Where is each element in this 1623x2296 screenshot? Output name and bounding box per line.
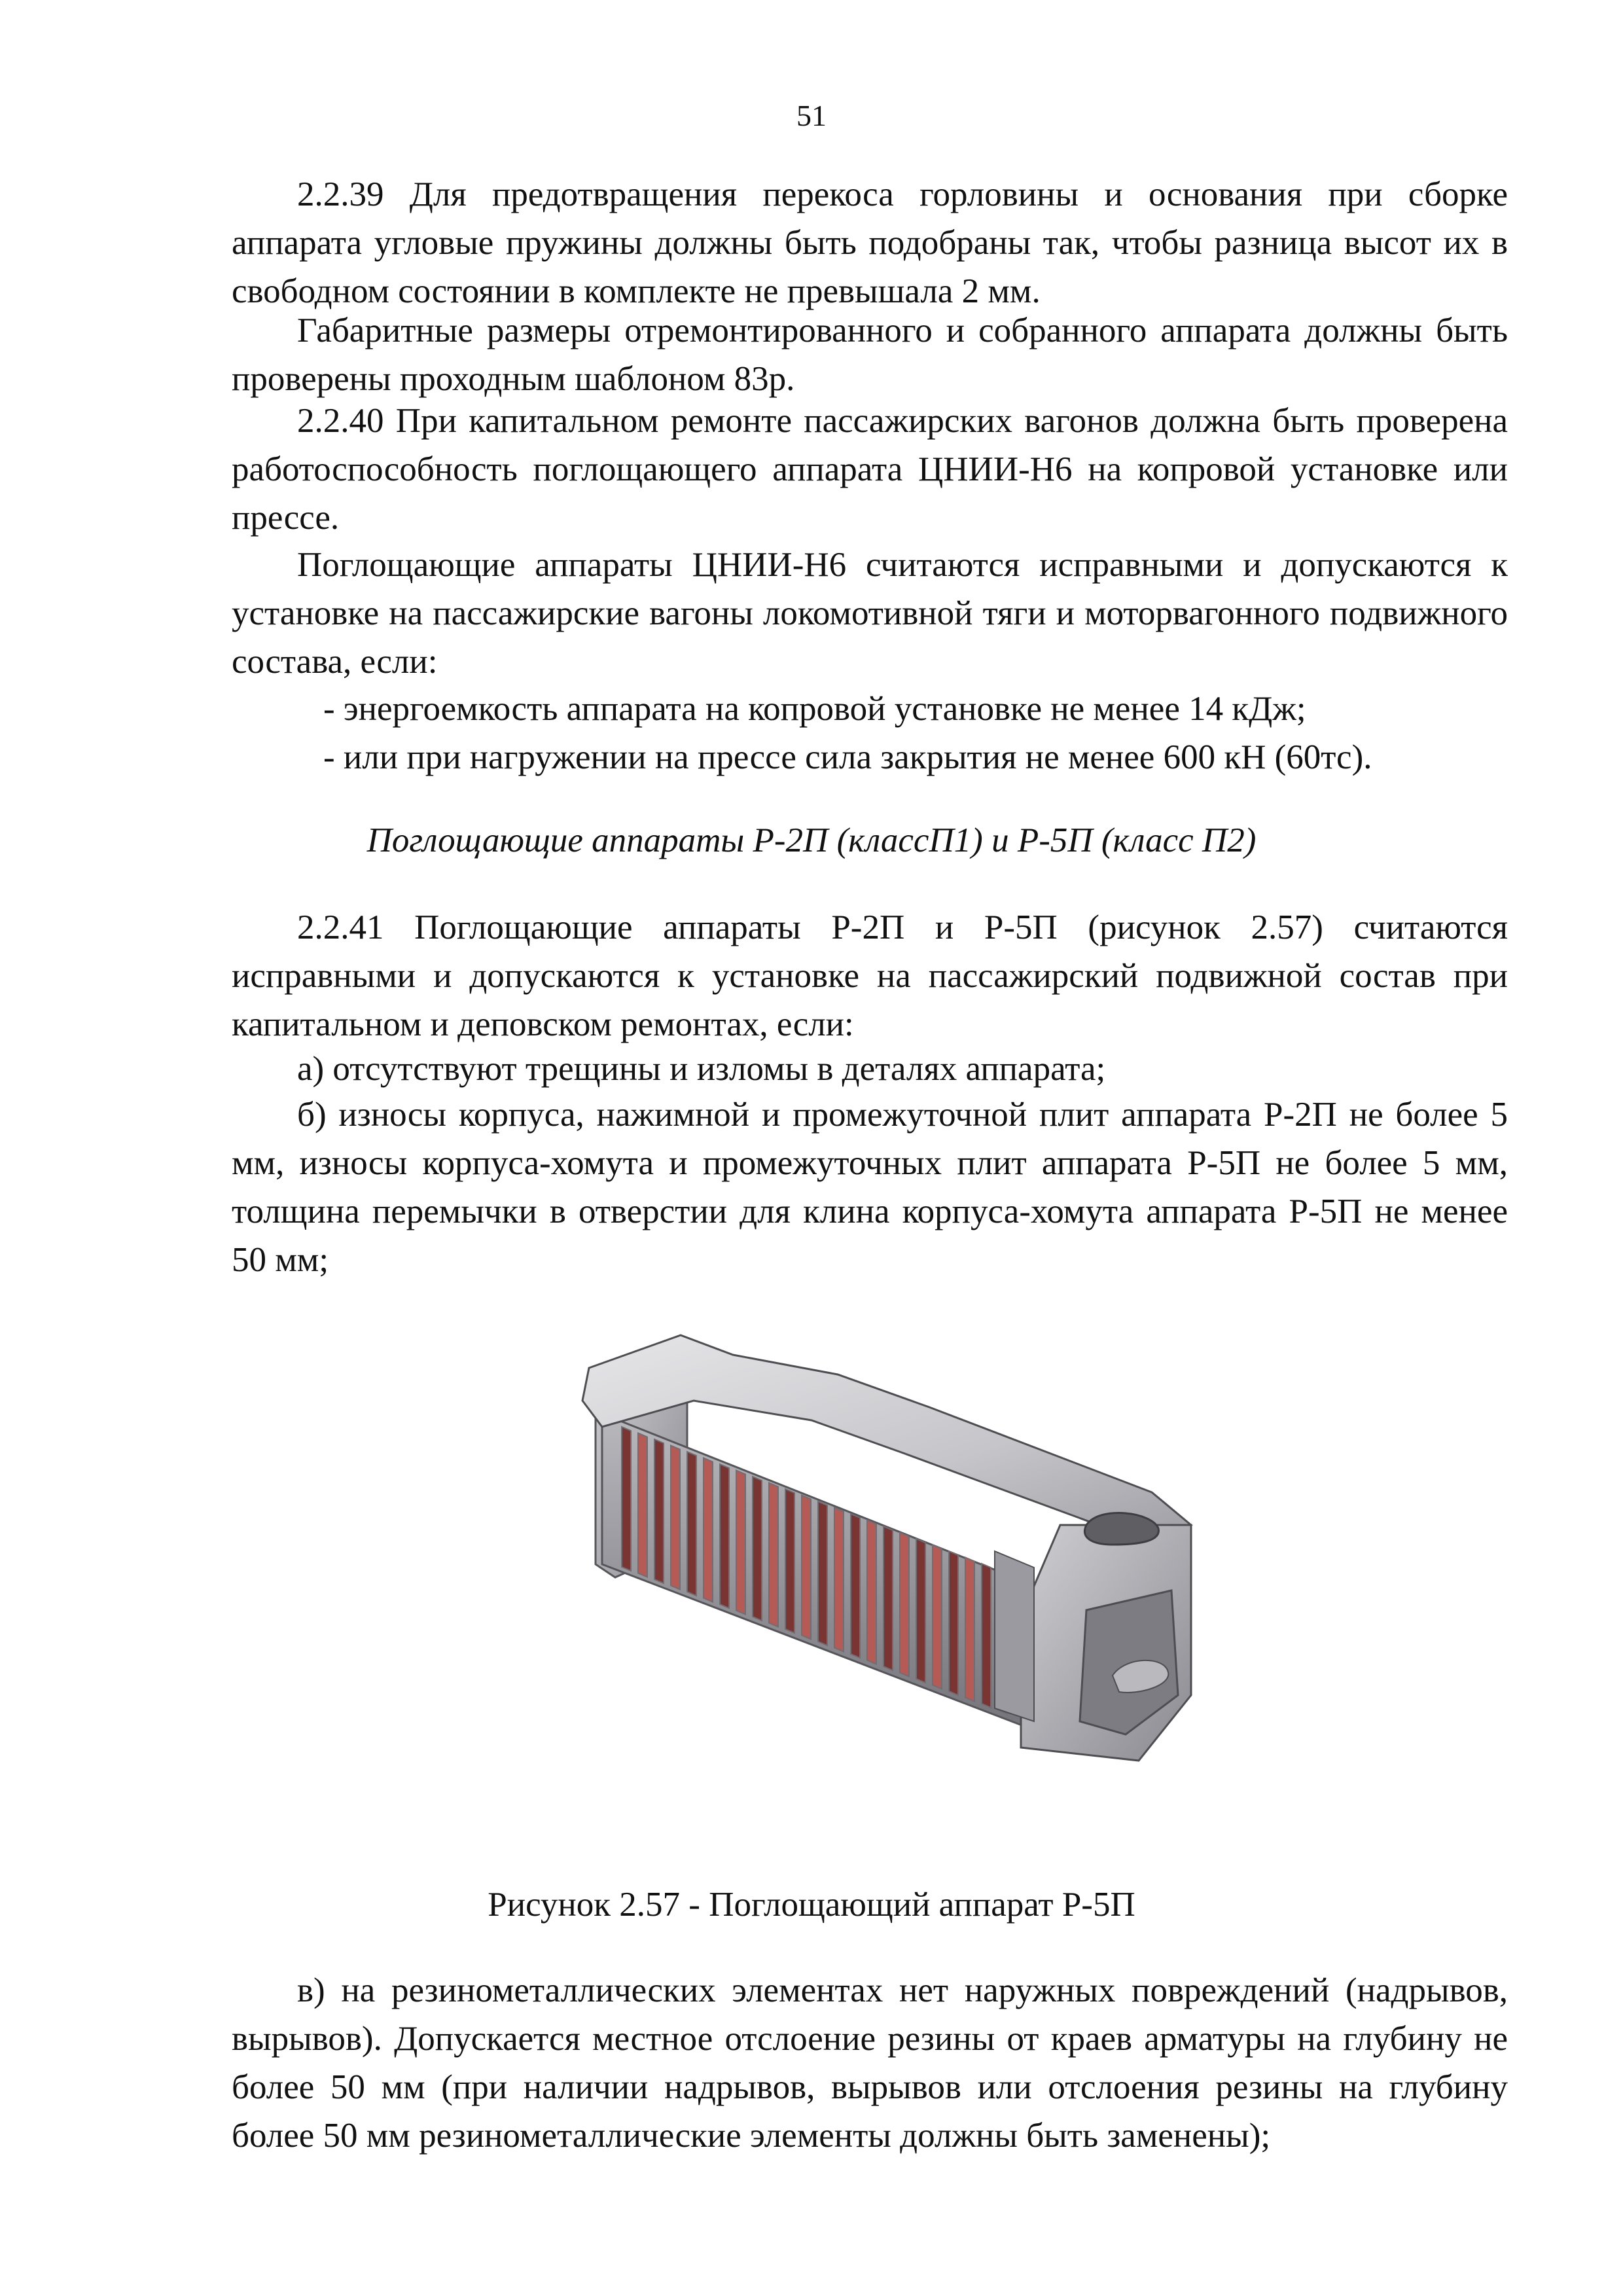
paragraph-cnii-conditions: Поглощающие аппараты ЦНИИ-Н6 считаются исправными и допускаются к установке на пассажирские вагоны локомотивной тяги и моторвагонного подвижного состава, если: (232, 546, 1508, 681)
rubber-plate (900, 1533, 909, 1677)
rubber-plate (982, 1564, 991, 1708)
rubber-plate (818, 1501, 827, 1645)
item-a: а) отсутствуют трещины и изломы в деталях аппарата; (297, 1050, 1106, 1088)
intermediate-plate (995, 1551, 1034, 1721)
rubber-plate (883, 1526, 893, 1670)
rubber-plate (933, 1545, 942, 1689)
rubber-plate (638, 1433, 647, 1577)
rubber-plate (867, 1520, 876, 1664)
rubber-plate (704, 1458, 713, 1602)
item-b: б) износы корпуса, нажимной и промежуточной плит аппарата Р-2П не более 5 мм, износы корпуса-хомута и промежуточных плит аппарата Р-5П не более 5 мм, толщина перемычки в отверстии для клина корпуса-хомута аппарата Р-5П не менее 50 мм; (232, 1096, 1508, 1279)
section-title: Поглощающие аппараты Р-2П (классП1) и Р-5П (класс П2) (366, 821, 1257, 859)
rubber-plate (949, 1551, 958, 1695)
rubber-plate (753, 1477, 762, 1621)
rubber-plate (834, 1508, 844, 1652)
rubber-plate (851, 1514, 860, 1658)
paragraph-2-2-39: 2.2.39 Для предотвращения перекоса горловины и основания при сборке аппарата угловые пружины должны быть подобраны так, чтобы разница высот их в свободном состоянии в комплекте не превышала 2 мм. (232, 175, 1508, 310)
rubber-plate (785, 1489, 794, 1633)
rubber-plate (671, 1446, 680, 1590)
item-v: в) на резинометаллических элементах нет наружных повреждений (надрывов, вырывов). Допускается местное отслоение резины от краев арматуры на глубину не более 50 мм (при наличии надрывов, вырывов или отслоения резины на глубину более 50 мм резинометаллические элементы должны быть заменены); (232, 1971, 1508, 2155)
rubber-plate (802, 1496, 811, 1640)
rubber-plate (687, 1452, 696, 1596)
rubber-plate (769, 1483, 778, 1627)
rubber-plate (736, 1471, 745, 1615)
absorbing-apparatus-figure (563, 1329, 1230, 1839)
rubber-plate (654, 1439, 664, 1583)
bullet-press: - или при нагружении на прессе сила закрытия не менее 600 кН (60тс). (323, 738, 1372, 776)
figure-caption: Рисунок 2.57 - Поглощающий аппарат Р-5П (488, 1886, 1135, 1924)
wedge-slot (1084, 1513, 1158, 1545)
paragraph-2-2-41: 2.2.41 Поглощающие аппараты Р-2П и Р-5П (рисунок 2.57) считаются исправными и допускаются к установке на пассажирский подвижной состав при капитальном и деповском ремонтах, если: (232, 908, 1508, 1043)
rubber-plate (965, 1558, 974, 1702)
paragraph-dimensions: Габаритные размеры отремонтированного и собранного аппарата должны быть проверены проходным шаблоном 83р. (232, 312, 1508, 398)
rubber-plate (622, 1427, 631, 1571)
paragraph-2-2-40: 2.2.40 При капитальном ремонте пассажирских вагонов должна быть проверена работоспособность поглощающего аппарата ЦНИИ-Н6 на копровой установке или прессе. (232, 402, 1508, 537)
bullet-energy: - энергоемкость аппарата на копровой установке не менее 14 кДж; (323, 690, 1306, 728)
rubber-plate (916, 1539, 925, 1683)
rubber-plate (720, 1464, 729, 1608)
page-number: 51 (796, 99, 827, 132)
